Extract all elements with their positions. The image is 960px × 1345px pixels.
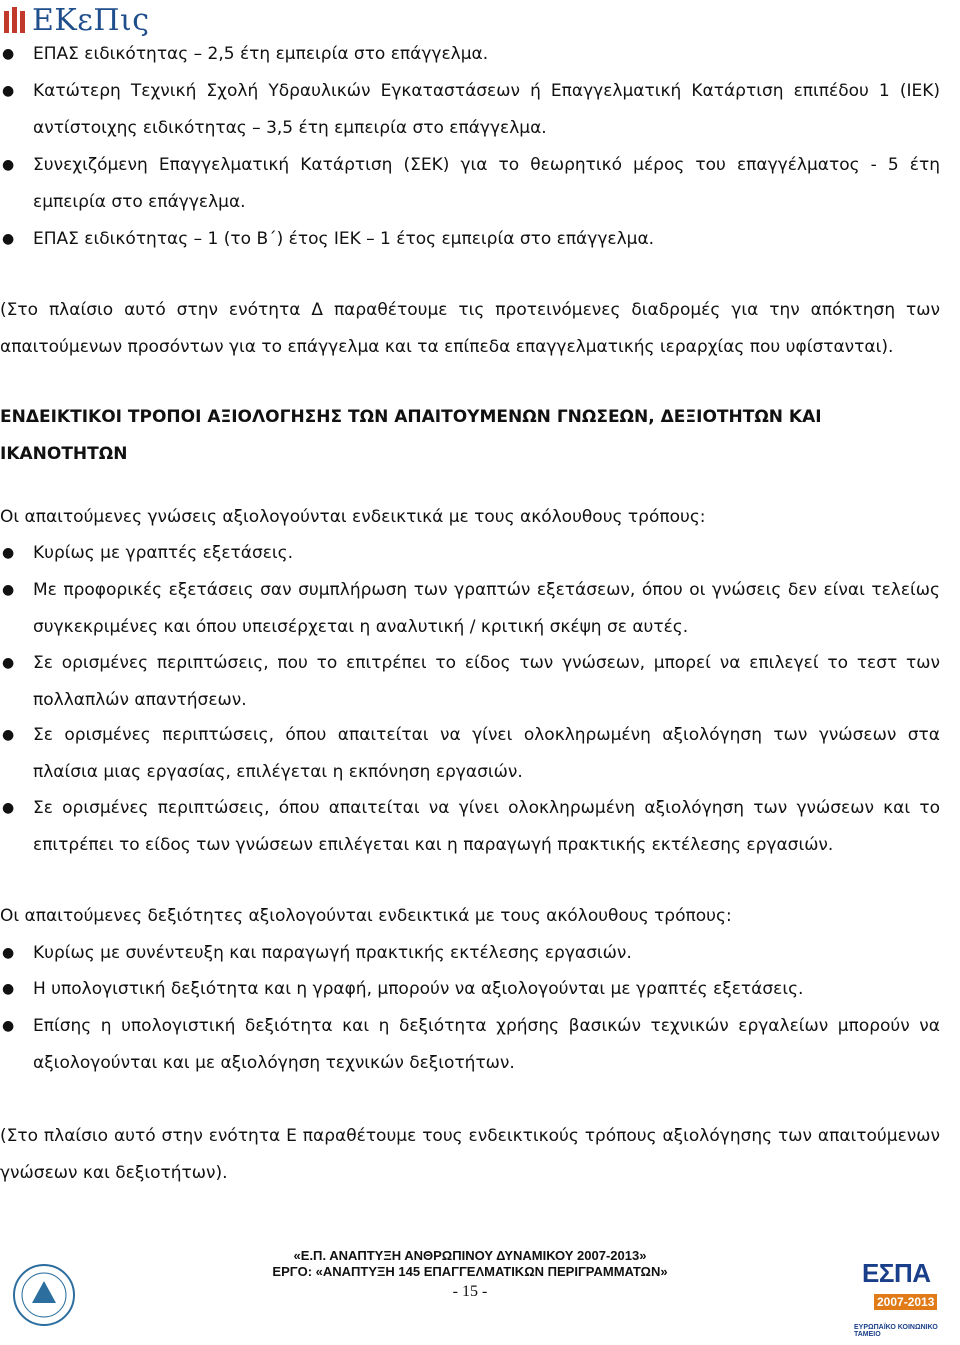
list-item: ● Η υπολογιστική δεξιότητα και η γραφή, μπορούν να αξιολογούνται με γραπτές εξετάσεις. xyxy=(0,971,940,1008)
bullet-icon: ● xyxy=(2,727,15,743)
logo-columns-icon xyxy=(4,5,26,35)
footer-project xyxy=(180,1248,760,1300)
knowledge-intro: Οι απαιτούμενες γνώσεις αξιολογούνται ενδεικτικά με τους ακόλουθους τρόπους: xyxy=(0,507,706,527)
list-item: ● ΕΠΑΣ ειδικότητας – 1 (το Β΄) έτος ΙΕΚ – 1 έτος εμπειρία στο επάγγελμα. xyxy=(0,221,940,258)
bullet-icon: ● xyxy=(2,46,15,62)
list-item: ● Σε ορισμένες περιπτώσεις, που το επιτρέπει το είδος των γνώσεων, μπορεί να επιλεγεί το τεστ των πολλαπλών απαντήσεων. xyxy=(0,645,940,719)
bullet-icon: ● xyxy=(2,800,15,816)
list-item: ● Συνεχιζόμενη Επαγγελματική Κατάρτιση (ΣΕΚ) για το θεωρητικό μέρος του επαγγέλματος - 5 έτη εμπειρία στο επάγγελμα. xyxy=(0,147,940,221)
bullet-icon: ● xyxy=(2,655,15,671)
skills-intro: Οι απαιτούμενες δεξιότητες αξιολογούνται ενδεικτικά με τους ακόλουθους τρόπους: xyxy=(0,906,732,926)
bullet-icon: ● xyxy=(2,83,15,99)
list-item: ● Επίσης η υπολογιστική δεξιότητα και η δεξιότητα χρήσης βασικών τεχνικών εργαλείων μπορούν να αξιολογούνται και με αξιολόγηση τεχνικών δεξιοτήτων. xyxy=(0,1008,940,1082)
section-heading: ΕΝΔΕΙΚΤΙΚΟΙ ΤΡΟΠΟΙ ΑΞΙΟΛΟΓΗΣΗΣ ΤΩΝ ΑΠΑΙΤΟΥΜΕΝΩΝ ΓΝΩΣΕΩΝ, ΔΕΞΙΟΤΗΤΩΝ ΚΑΙ ΙΚΑΝΟΤΗΤΩΝ xyxy=(0,407,822,464)
list-item: ● Κυρίως με συνέντευξη και παραγωγή πρακτικής εκτέλεσης εργασιών. xyxy=(0,935,940,972)
espa-years: 2007-2013 xyxy=(874,1294,937,1310)
espa-subtitle: ΕΥΡΩΠΑΪΚΟ ΚΟΙΝΩΝΙΚΟ ΤΑΜΕΙΟ xyxy=(854,1324,938,1338)
list-item: ● ΕΠΑΣ ειδικότητας – 2,5 έτη εμπειρία στο επάγγελμα. xyxy=(0,36,940,73)
logo-text: ΕΚεΠις xyxy=(32,2,150,38)
ministry-emblem-icon xyxy=(8,1255,120,1337)
bullet-icon: ● xyxy=(2,1018,15,1034)
bullet-icon: ● xyxy=(2,981,15,997)
list-item: ● Κατώτερη Τεχνική Σχολή Υδραυλικών Εγκαταστάσεων ή Επαγγελματική Κατάρτιση επιπέδου 1 (ΙΕΚ) αντίστοιχης ειδικότητας – 3,5 έτη εμπειρία στο επάγγελμα. xyxy=(0,73,940,147)
note-paragraph: (Στο πλαίσιο αυτό στην ενότητα Δ παραθέτουμε τις προτεινόμενες διαδρομές για την απόκτηση των απαιτούμενων προσόντων για το επάγγελμα και τα επίπεδα επαγγελματικής ιεραρχίας που υφίστανται). xyxy=(0,300,940,357)
ekepis-logo xyxy=(0,0,150,40)
bullet-icon: ● xyxy=(2,582,15,598)
bullet-icon: ● xyxy=(2,545,15,561)
list-item: ● Κυρίως με γραπτές εξετάσεις. xyxy=(0,535,940,572)
note-paragraph: (Στο πλαίσιο αυτό στην ενότητα Ε παραθέτουμε τους ενδεικτικούς τρόπους αξιολόγησης των απαιτούμενων γνώσεων και δεξιοτήτων). xyxy=(0,1126,940,1183)
espa-logo xyxy=(854,1258,952,1338)
bullet-icon: ● xyxy=(2,945,15,961)
bullet-icon: ● xyxy=(2,231,15,247)
bullet-icon: ● xyxy=(2,157,15,173)
footer-line-2: ΕΡΓΟ: «ΑΝΑΠΤΥΞΗ 145 ΕΠΑΓΓΕΛΜΑΤΙΚΩΝ ΠΕΡΙΓΡΑΜΜΑΤΩΝ» xyxy=(272,1264,668,1279)
list-item: ● Σε ορισμένες περιπτώσεις, όπου απαιτείται να γίνει ολοκληρωμένη αξιολόγηση των γνώσεων στα πλαίσια μιας εργασίας, επιλέγεται η εκπόνηση εργασιών. xyxy=(0,717,940,791)
list-item: ● Σε ορισμένες περιπτώσεις, όπου απαιτείται να γίνει ολοκληρωμένη αξιολόγηση των γνώσεων και το επιτρέπει το είδος των γνώσεων επιλέγεται και η παραγωγή πρακτικής εκτέλεσης εργασιών. xyxy=(0,790,940,864)
espa-title: ΕΣΠΑ xyxy=(862,1258,931,1288)
list-item: ● Με προφορικές εξετάσεις σαν συμπλήρωση των γραπτών εξετάσεων, όπου οι γνώσεις δεν είναι τελείως συγκεκριμένες και όπου υπεισέρχεται η αναλυτική / κριτική σκέψη σε αυτές. xyxy=(0,572,940,646)
page-number: - 15 - xyxy=(452,1283,488,1300)
footer-line-1: «Ε.Π. ΑΝΑΠΤΥΞΗ ΑΝΘΡΩΠΙΝΟΥ ΔΥΝΑΜΙΚΟΥ 2007-2013» xyxy=(293,1248,647,1263)
